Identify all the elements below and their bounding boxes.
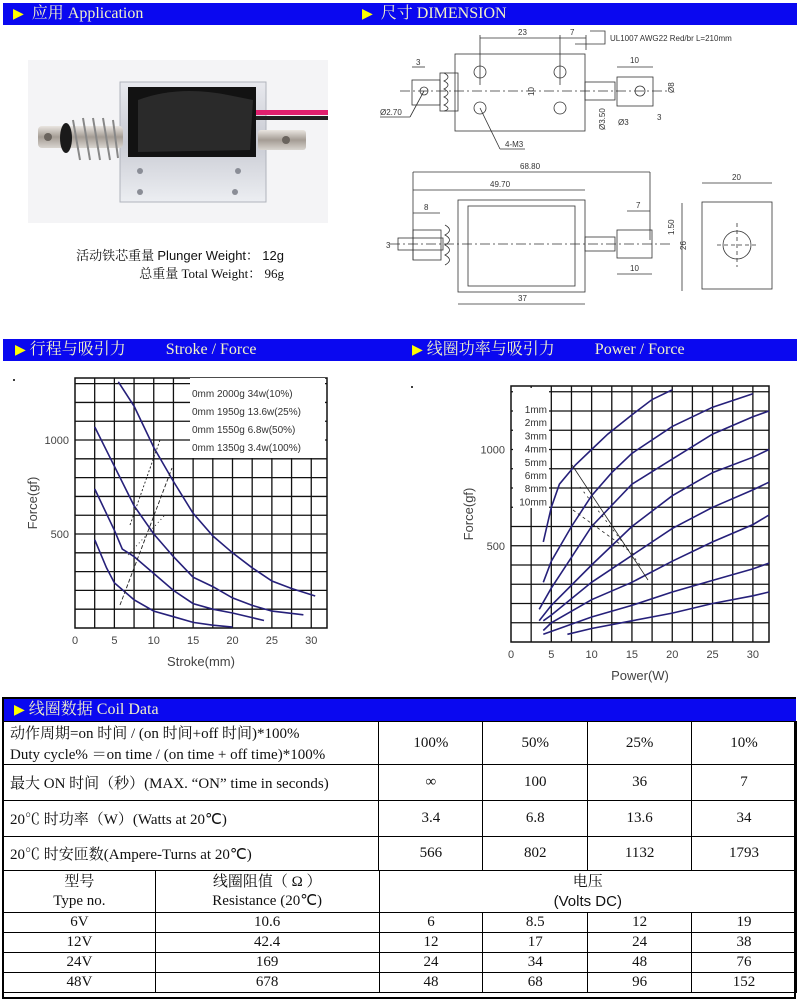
triangle-icon: ▶: [362, 7, 373, 22]
table-row: [4, 913, 797, 933]
plunger-weight-cn: 活动铁芯重量: [76, 248, 155, 263]
product-photo: [28, 60, 328, 223]
cell: 678: [155, 973, 379, 993]
cell: 13.6: [588, 801, 692, 837]
svg-text:49.70: 49.70: [490, 180, 511, 189]
cell: 10%: [692, 722, 797, 765]
cell: 42.4: [155, 933, 379, 953]
cell: 24: [588, 933, 692, 953]
cell: 169: [155, 953, 379, 973]
cell: 6V: [4, 913, 156, 933]
svg-text:Ø8: Ø8: [667, 82, 676, 93]
ampere-turns-label: 20℃ 时安匝数(Ampere-Turns at 20℃): [4, 837, 379, 871]
svg-text:8: 8: [424, 203, 429, 212]
section-header-application: [3, 3, 350, 25]
cell: 100%: [379, 722, 483, 765]
header-cn: 尺寸: [380, 5, 413, 22]
triangle-icon: ▶: [13, 7, 24, 22]
coil-data-table: [3, 721, 797, 871]
cell: 48V: [4, 973, 156, 993]
svg-text:UL1007 AWG22 Red/br L=210mm: UL1007 AWG22 Red/br L=210mm: [610, 34, 732, 43]
svg-text:7: 7: [636, 201, 641, 210]
cell: 34: [692, 801, 797, 837]
series-line: [543, 482, 769, 621]
triangle-icon: ▶: [15, 343, 26, 358]
duty-cycle-label: 动作周期=on 时间 / (on 时间+off 时间)*100% Duty cycle% ＝on time / (on time + off time)*100%: [4, 722, 379, 765]
voltage-table: [3, 870, 797, 993]
x-tick-label: 25: [265, 635, 278, 647]
svg-text:Ø3.50: Ø3.50: [598, 108, 607, 130]
legend-item: 0mm 1550g 6.8w(50%): [192, 425, 296, 436]
x-tick-label: 30: [305, 635, 318, 647]
legend-item: 10mm: [519, 497, 547, 509]
svg-text:1.50: 1.50: [667, 219, 676, 235]
x-axis-label: Stroke(mm): [167, 654, 235, 669]
cell: 6: [379, 913, 483, 933]
svg-text:26: 26: [679, 241, 688, 250]
resistance-header: 线圈阻值（ Ω ） Resistance (20℃): [155, 871, 379, 913]
cell: 12: [379, 933, 483, 953]
series-line: [543, 515, 769, 631]
x-axis-label: Power(W): [611, 668, 669, 683]
max-on-time-label: 最大 ON 时间（秒）(MAX. “ON” time in seconds): [4, 765, 379, 801]
x-tick-label: 5: [111, 635, 118, 647]
cell: 12: [588, 913, 692, 933]
cell: 76: [692, 953, 797, 973]
svg-text:37: 37: [518, 294, 527, 303]
cell: 19: [692, 913, 797, 933]
table-row: [4, 801, 797, 837]
cell: 34: [483, 953, 588, 973]
x-tick-label: 0: [507, 649, 515, 661]
table-row: [4, 837, 797, 871]
header-en: Coil Data: [96, 701, 159, 718]
y-tick-label: 1000: [44, 435, 69, 448]
legend-item: 8mm: [524, 484, 547, 496]
legend-item: 1mm: [524, 405, 547, 416]
section-header-power-force: [400, 339, 797, 361]
cell: 24: [379, 953, 483, 973]
header-cn: 应用: [31, 5, 64, 22]
svg-text:3: 3: [386, 241, 391, 250]
header-cn: 线圈功率与吸引力: [426, 341, 555, 358]
cell: 152: [692, 973, 797, 993]
header-en: Power / Force: [594, 341, 685, 358]
table-row: [4, 953, 797, 973]
y-tick-label: 500: [50, 529, 69, 542]
watts-label: 20℃ 时功率（W）(Watts at 20℃): [4, 801, 379, 837]
header-en: DIMENSION: [416, 5, 507, 22]
triangle-icon: ▶: [412, 343, 423, 358]
table-row: [4, 973, 797, 993]
cell: 17: [483, 933, 588, 953]
triangle-icon: ▶: [14, 703, 25, 718]
cell: 12V: [4, 933, 156, 953]
svg-text:23: 23: [518, 28, 527, 37]
total-weight-en: Total Weight：: [181, 266, 262, 281]
table-row: [4, 722, 797, 765]
legend-item: 0mm 2000g 34w(10%): [192, 389, 293, 400]
power-force-chart: [400, 365, 800, 695]
y-axis-label: Force(gf): [461, 487, 476, 541]
x-tick-label: 30: [746, 649, 759, 661]
cell: 1793: [692, 837, 797, 871]
header-en: Stroke / Force: [165, 341, 257, 358]
table-row: [4, 765, 797, 801]
x-tick-label: 20: [226, 635, 239, 647]
total-weight-value: 96g: [264, 266, 284, 281]
cell: 48: [588, 953, 692, 973]
svg-text:10: 10: [630, 56, 639, 65]
top-view: [380, 28, 732, 149]
legend-item: 2mm: [524, 418, 547, 430]
cell: 10.6: [155, 913, 379, 933]
section-header-dimension: [350, 3, 797, 25]
series-line: [567, 592, 769, 634]
x-tick-label: 15: [187, 635, 200, 647]
svg-text:Ø3: Ø3: [618, 118, 629, 127]
section-header-coil-data: [4, 699, 796, 721]
cell: 68: [483, 973, 588, 993]
cell: 8.5: [483, 913, 588, 933]
svg-text:10: 10: [527, 87, 536, 96]
total-weight-cn: 总重量: [139, 266, 179, 281]
section-header-stroke-force: [3, 339, 400, 361]
legend-item: 4mm: [524, 444, 547, 456]
end-view: [702, 173, 772, 289]
x-tick-label: 5: [548, 649, 555, 661]
legend-item: 3mm: [524, 431, 547, 443]
svg-text:3: 3: [416, 58, 421, 67]
header-en: Application: [67, 5, 144, 22]
legend-item: 0mm 1950g 13.6w(25%): [192, 407, 301, 418]
solenoid-image: [28, 60, 328, 223]
table-row: [4, 933, 797, 953]
y-tick-label: 500: [486, 540, 505, 553]
legend-item: 6mm: [524, 471, 547, 482]
svg-text:10: 10: [630, 264, 639, 273]
x-tick-label: 10: [585, 649, 598, 661]
x-tick-label: 0: [71, 635, 79, 647]
cell: 100: [483, 765, 588, 801]
svg-text:Ø2.70: Ø2.70: [380, 108, 402, 117]
type-header: 型号 Type no.: [4, 871, 156, 913]
header-cn: 线圈数据: [28, 701, 93, 718]
voltage-header: 电压 (Volts DC): [379, 871, 796, 913]
svg-text:3: 3: [657, 113, 662, 122]
y-tick-label: 1000: [480, 444, 505, 457]
plunger-weight-value: 12g: [262, 248, 284, 263]
series-line: [539, 450, 769, 621]
y-axis-label: Force(gf): [25, 476, 40, 530]
cell: ∞: [379, 765, 483, 801]
cell: 24V: [4, 953, 156, 973]
cell: 38: [692, 933, 797, 953]
side-view: [386, 162, 688, 304]
cell: 48: [379, 973, 483, 993]
cell: 7: [692, 765, 797, 801]
plunger-weight-en: Plunger Weight：: [157, 248, 260, 263]
plunger-weight-line: [60, 245, 284, 264]
cell: 6.8: [483, 801, 588, 837]
legend-item: 0mm 1350g 3.4w(100%): [192, 443, 301, 454]
svg-text:7: 7: [570, 28, 575, 37]
x-tick-label: 10: [147, 635, 160, 647]
cell: 566: [379, 837, 483, 871]
x-tick-label: 15: [625, 649, 639, 661]
x-tick-label: 25: [706, 649, 719, 661]
stroke-force-chart: [0, 365, 400, 685]
svg-text:20: 20: [732, 173, 741, 182]
header-cn: 行程与吸引力: [29, 341, 126, 358]
cell: 50%: [483, 722, 588, 765]
x-tick-label: 20: [666, 649, 679, 661]
svg-text:4-M3: 4-M3: [505, 140, 524, 149]
table-header-row: [4, 871, 797, 913]
cell: 96: [588, 973, 692, 993]
cell: 25%: [588, 722, 692, 765]
cell: 3.4: [379, 801, 483, 837]
legend-item: 5mm: [524, 457, 547, 469]
cell: 802: [483, 837, 588, 871]
svg-text:68.80: 68.80: [520, 162, 541, 171]
cell: 36: [588, 765, 692, 801]
cell: 1132: [588, 837, 692, 871]
dimension-drawing: [380, 25, 800, 325]
total-weight-line: [60, 263, 284, 282]
